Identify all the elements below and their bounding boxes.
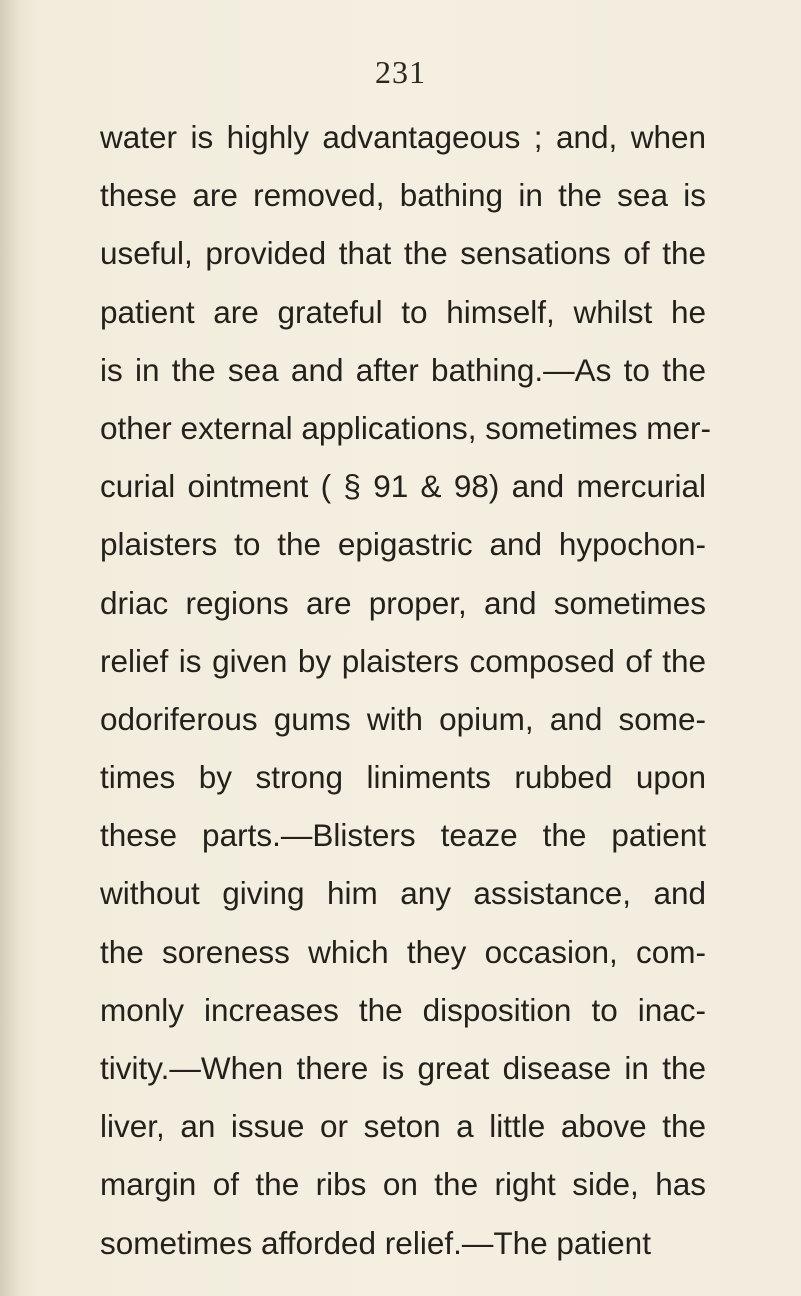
text-line: relief is given by plaisters composed of the: [100, 642, 706, 679]
text-line: these are removed, bathing in the sea is: [100, 177, 706, 214]
page-number: 231: [375, 54, 426, 90]
text-line: curial ointment ( § 91 & 98) and mercurial: [100, 468, 706, 505]
text-line: useful, provided that the sensations of the: [100, 235, 706, 272]
text-line: these parts.—Blisters teaze the patient: [100, 817, 706, 854]
text-line: is in the sea and after bathing.—As to the: [100, 351, 706, 388]
text-line: margin of the ribs on the right side, has: [100, 1166, 706, 1203]
text-line: liver, an issue or seton a little above the: [100, 1108, 706, 1145]
text-line: without giving him any assistance, and: [100, 875, 706, 912]
text-line: tivity.—When there is great disease in the: [100, 1050, 706, 1086]
text-line: monly increases the disposition to inac-: [100, 991, 706, 1028]
text-line: plaisters to the epigastric and hypochon-: [100, 526, 706, 563]
text-line: other external applications, sometimes mer-: [100, 409, 712, 446]
text-line: times by strong liniments rubbed upon: [100, 759, 706, 796]
text-line: the soreness which they occasion, com-: [100, 933, 706, 970]
body-text: [100, 116, 712, 1280]
text-line: water is highly advantageous ; and, when: [100, 119, 706, 155]
text-line: odoriferous gums with opium, and some-: [100, 700, 706, 737]
text-line: patient are grateful to himself, whilst he: [100, 293, 706, 330]
page-gutter-shadow: [0, 0, 22, 1296]
text-line: driac regions are proper, and sometimes: [100, 584, 706, 621]
text-line: sometimes afforded relief.—The patient: [100, 1224, 651, 1261]
